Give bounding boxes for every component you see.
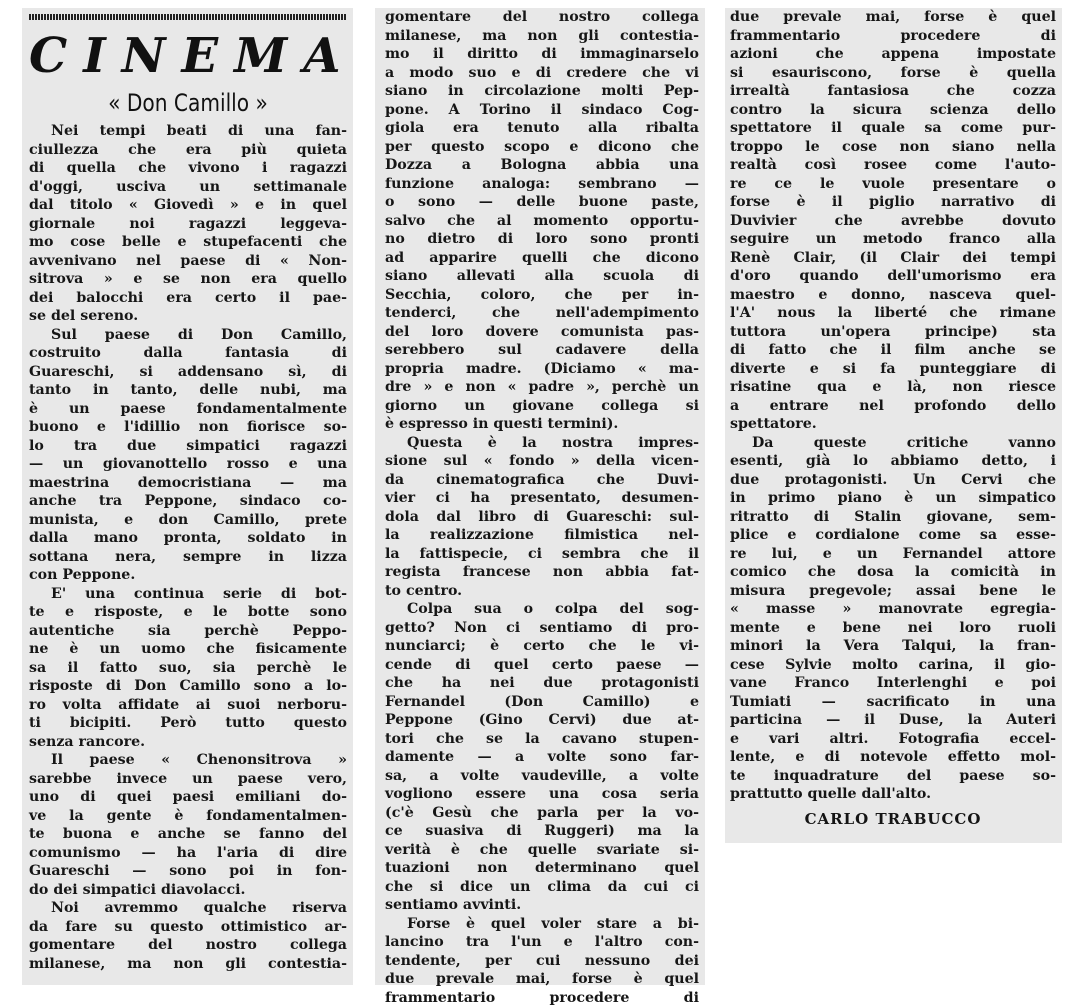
text-line: Questa è la nostra impres- <box>385 434 699 453</box>
text-line: particina — il Duse, la Auteri <box>730 711 1056 730</box>
text-line: Peppone (Gino Cervi) due at- <box>385 711 699 730</box>
text-line: sa il fatto suo, sia perchè le <box>29 659 347 678</box>
text-line: è un paese fondamentalmente <box>29 400 347 419</box>
text-line: due protagonisti. Un Cervi che <box>730 471 1056 490</box>
text-line: regista francese non abbia fat- <box>385 563 699 582</box>
text-line: la fattispecie, ci sembra che il <box>385 545 699 564</box>
text-line: sione sul « fondo » della vicen- <box>385 452 699 471</box>
text-line: che ha nei due protagonisti <box>385 674 699 693</box>
column-1-text <box>29 122 347 973</box>
text-line: due prevale mai, forse è quel <box>730 8 1056 27</box>
text-line: d'oggi, usciva un settimanale <box>29 178 347 197</box>
text-line: propria madre. (Diciamo « ma- <box>385 360 699 379</box>
article-column-3 <box>725 8 1062 843</box>
text-line: milanese, ma non gli contestia- <box>385 27 699 46</box>
text-line: siano allevati alla scuola di <box>385 267 699 286</box>
text-line: spettatore il quale sa come pur- <box>730 119 1056 138</box>
text-line: anche tra Peppone, sindaco co- <box>29 492 347 511</box>
text-line: la realizzazione filmistica nel- <box>385 526 699 545</box>
text-line: E' una continua serie di bot- <box>29 585 347 604</box>
text-line: getto? Non ci sentiamo di pro- <box>385 619 699 638</box>
text-line: mente e bene nei loro ruoli <box>730 619 1056 638</box>
text-line: tori che se la cavano stupen- <box>385 730 699 749</box>
column-3-text <box>730 8 1056 804</box>
text-line: dal titolo « Giovedì » e in quel <box>29 196 347 215</box>
text-line: cende di quel certo paese — <box>385 656 699 675</box>
text-line: mo cose belle e stupefacenti che <box>29 233 347 252</box>
text-line: dre » e non « padre », perchè un <box>385 378 699 397</box>
column-2-text <box>385 8 699 1007</box>
text-line: pone. A Torino il sindaco Cog- <box>385 101 699 120</box>
text-line: te buona e anche se fanno del <box>29 825 347 844</box>
text-line: re lui, e un Fernandel attore <box>730 545 1056 564</box>
text-line: Fernandel (Don Camillo) e <box>385 693 699 712</box>
text-line: tenderci, che nell'adempimento <box>385 304 699 323</box>
text-line: tanto in tanto, delle nubi, ma <box>29 381 347 400</box>
text-line: te inquadrature del paese so- <box>730 767 1056 786</box>
text-line: da cinematografica che Duvi- <box>385 471 699 490</box>
text-line: dalla mano pronta, soldato in <box>29 529 347 548</box>
text-line: dei balocchi era certo il pae- <box>29 289 347 308</box>
text-line: gomentare del nostro collega <box>385 8 699 27</box>
text-line: lo tra due simpatici ragazzi <box>29 437 347 456</box>
text-line: tuttora un'opera principe) sta <box>730 323 1056 342</box>
text-line: minori la Vera Talqui, la fran- <box>730 637 1056 656</box>
text-line: vane Franco Interlenghi e poi <box>730 674 1056 693</box>
text-line: funzione analoga: sembrano — <box>385 175 699 194</box>
text-line: sentiamo avvinti. <box>385 896 699 915</box>
text-line: autentiche sia perchè Peppo- <box>29 622 347 641</box>
text-line: mo il diritto di immaginarselo <box>385 45 699 64</box>
text-line: l'A' nous la liberté che rimane <box>730 304 1056 323</box>
text-line: Secchia, coloro, che per in- <box>385 286 699 305</box>
text-line: giornale noi ragazzi leggeva- <box>29 215 347 234</box>
text-line: do dei simpatici diavolacci. <box>29 881 347 900</box>
text-line: munista, e don Camillo, prete <box>29 511 347 530</box>
text-line: Da queste critiche vanno <box>730 434 1056 453</box>
text-line: Il paese « Chenonsitrova » <box>29 751 347 770</box>
text-line: se del sereno. <box>29 307 347 326</box>
text-line: in primo piano è un simpatico <box>730 489 1056 508</box>
text-line: con Peppone. <box>29 566 347 585</box>
author-signature: CARLO TRABUCCO <box>730 810 1056 828</box>
text-line: sitrova » e se non era quello <box>29 270 347 289</box>
text-line: ve la gente è fondamentalmen- <box>29 807 347 826</box>
text-line: ad apparire quelli che dicono <box>385 249 699 268</box>
text-line: a modo suo e di credere che vi <box>385 64 699 83</box>
text-line: « masse » manovrate egregia- <box>730 600 1056 619</box>
text-line: ro volta affidate ai suoi nerboru- <box>29 696 347 715</box>
text-line: del loro dovere comunista pas- <box>385 323 699 342</box>
text-line: a entrare nel profondo dello <box>730 397 1056 416</box>
text-line: seguire un metodo franco alla <box>730 230 1056 249</box>
text-line: verità è che quelle svariate si- <box>385 841 699 860</box>
text-line: salvo che al momento opportu- <box>385 212 699 231</box>
text-line: da fare su questo ottimistico ar- <box>29 918 347 937</box>
text-line: Nei tempi beati di una fan- <box>29 122 347 141</box>
text-line: di fatto che il film anche se <box>730 341 1056 360</box>
text-line: plice e cordialone come sa esse- <box>730 526 1056 545</box>
article-column-2 <box>375 8 705 985</box>
text-line: serebbero sul cadavere della <box>385 341 699 360</box>
text-line: lancino tra l'un e l'altro con- <box>385 933 699 952</box>
text-line: te e risposte, e le botte sono <box>29 603 347 622</box>
text-line: è espresso in questi termini). <box>385 415 699 434</box>
text-line: ritratto di Stalin giovane, sem- <box>730 508 1056 527</box>
header-rule <box>29 14 347 20</box>
text-line: milanese, ma non gli contestia- <box>29 955 347 974</box>
text-line: misura pregevole; assai bene le <box>730 582 1056 601</box>
text-line: Guareschi, si addensano sì, di <box>29 363 347 382</box>
text-line: comunismo — ha l'aria di dire <box>29 844 347 863</box>
text-line: sa, a volte vaudeville, a volte <box>385 767 699 786</box>
text-line: troppo le cose non siano nella <box>730 138 1056 157</box>
text-line: d'oro quando dell'umorismo era <box>730 267 1056 286</box>
text-line: diverte e si fa punteggiare di <box>730 360 1056 379</box>
text-line: comico che dosa la comicità in <box>730 563 1056 582</box>
text-line: sottana nera, sempre in lizza <box>29 548 347 567</box>
text-line: Sul paese di Don Camillo, <box>29 326 347 345</box>
section-title: CINEMA <box>29 28 347 84</box>
text-line: ne è un uomo che fisicamente <box>29 640 347 659</box>
text-line: frammentario procedere di <box>730 27 1056 46</box>
text-line: spettatore. <box>730 415 1056 434</box>
text-line: Dozza a Bologna abbia una <box>385 156 699 175</box>
text-line: esenti, già lo abbiamo detto, i <box>730 452 1056 471</box>
text-line: re ce le vuole presentare o <box>730 175 1056 194</box>
article-column-1 <box>22 8 353 985</box>
text-line: e vari altri. Fotografia eccel- <box>730 730 1056 749</box>
text-line: senza rancore. <box>29 733 347 752</box>
text-line: due prevale mai, forse è quel <box>385 970 699 989</box>
text-line: forse è il piglio narrativo di <box>730 193 1056 212</box>
text-line: vier ci ha presentato, desumen- <box>385 489 699 508</box>
text-line: ce suasiva di Ruggeri) ma la <box>385 822 699 841</box>
text-line: tuazioni non determinano quel <box>385 859 699 878</box>
text-line: Tumiati — sacrificato in una <box>730 693 1056 712</box>
text-line: dola dal libro di Guareschi: sul- <box>385 508 699 527</box>
text-line: no dietro di loro sono pronti <box>385 230 699 249</box>
text-line: siano in circolazione molti Pep- <box>385 82 699 101</box>
text-line: ciullezza che era più quieta <box>29 141 347 160</box>
text-line: vogliono essere una cosa seria <box>385 785 699 804</box>
text-line: to centro. <box>385 582 699 601</box>
text-line: prattutto quelle dall'alto. <box>730 785 1056 804</box>
film-title: « Don Camillo » <box>54 88 321 118</box>
text-line: Colpa sua o colpa del sog- <box>385 600 699 619</box>
text-line: avvenivano nel paese di « Non- <box>29 252 347 271</box>
text-line: contro la sicura scienza dello <box>730 101 1056 120</box>
text-line: azioni che appena impostate <box>730 45 1056 64</box>
text-line: maestrina democristiana — ma <box>29 474 347 493</box>
text-line: sarebbe invece un paese vero, <box>29 770 347 789</box>
text-line: damente — a volte sono far- <box>385 748 699 767</box>
text-line: risatine qua e là, non riesce <box>730 378 1056 397</box>
text-line: Noi avremmo qualche riserva <box>29 899 347 918</box>
text-line: (c'è Gesù che parla per la vo- <box>385 804 699 823</box>
text-line: costruito dalla fantasia di <box>29 344 347 363</box>
text-line: lente, e di notevole effetto mol- <box>730 748 1056 767</box>
text-line: maestro e donno, nasceva quel- <box>730 286 1056 305</box>
text-line: irrealtà fantasiosa che cozza <box>730 82 1056 101</box>
text-line: giorno un giovane collega si <box>385 397 699 416</box>
text-line: ti bicipiti. Però tutto questo <box>29 714 347 733</box>
text-line: per questo scopo e dicono che <box>385 138 699 157</box>
text-line: che si dice un clima da cui ci <box>385 878 699 897</box>
text-line: gomentare del nostro collega <box>29 936 347 955</box>
text-line: Guareschi — sono poi in fon- <box>29 862 347 881</box>
text-line: giola era tenuto alla ribalta <box>385 119 699 138</box>
text-line: o sono — delle buone paste, <box>385 193 699 212</box>
text-line: uno di quei paesi emiliani do- <box>29 788 347 807</box>
text-line: tendente, per cui nessuno dei <box>385 952 699 971</box>
text-line: Duvivier che avrebbe dovuto <box>730 212 1056 231</box>
text-line: si esauriscono, forse è quella <box>730 64 1056 83</box>
text-line: frammentario procedere di <box>385 989 699 1007</box>
text-line: cese Sylvie molto carina, il gio- <box>730 656 1056 675</box>
text-line: — un giovanottello rosso e una <box>29 455 347 474</box>
text-line: realtà così rosee come l'auto- <box>730 156 1056 175</box>
text-line: Forse è quel voler stare a bi- <box>385 915 699 934</box>
text-line: di quella che vivono i ragazzi <box>29 159 347 178</box>
text-line: nunciarci; è certo che le vi- <box>385 637 699 656</box>
text-line: risposte di Don Camillo sono a lo- <box>29 677 347 696</box>
text-line: buono e l'idillio non fiorisce so- <box>29 418 347 437</box>
text-line: Renè Clair, (il Clair dei tempi <box>730 249 1056 268</box>
